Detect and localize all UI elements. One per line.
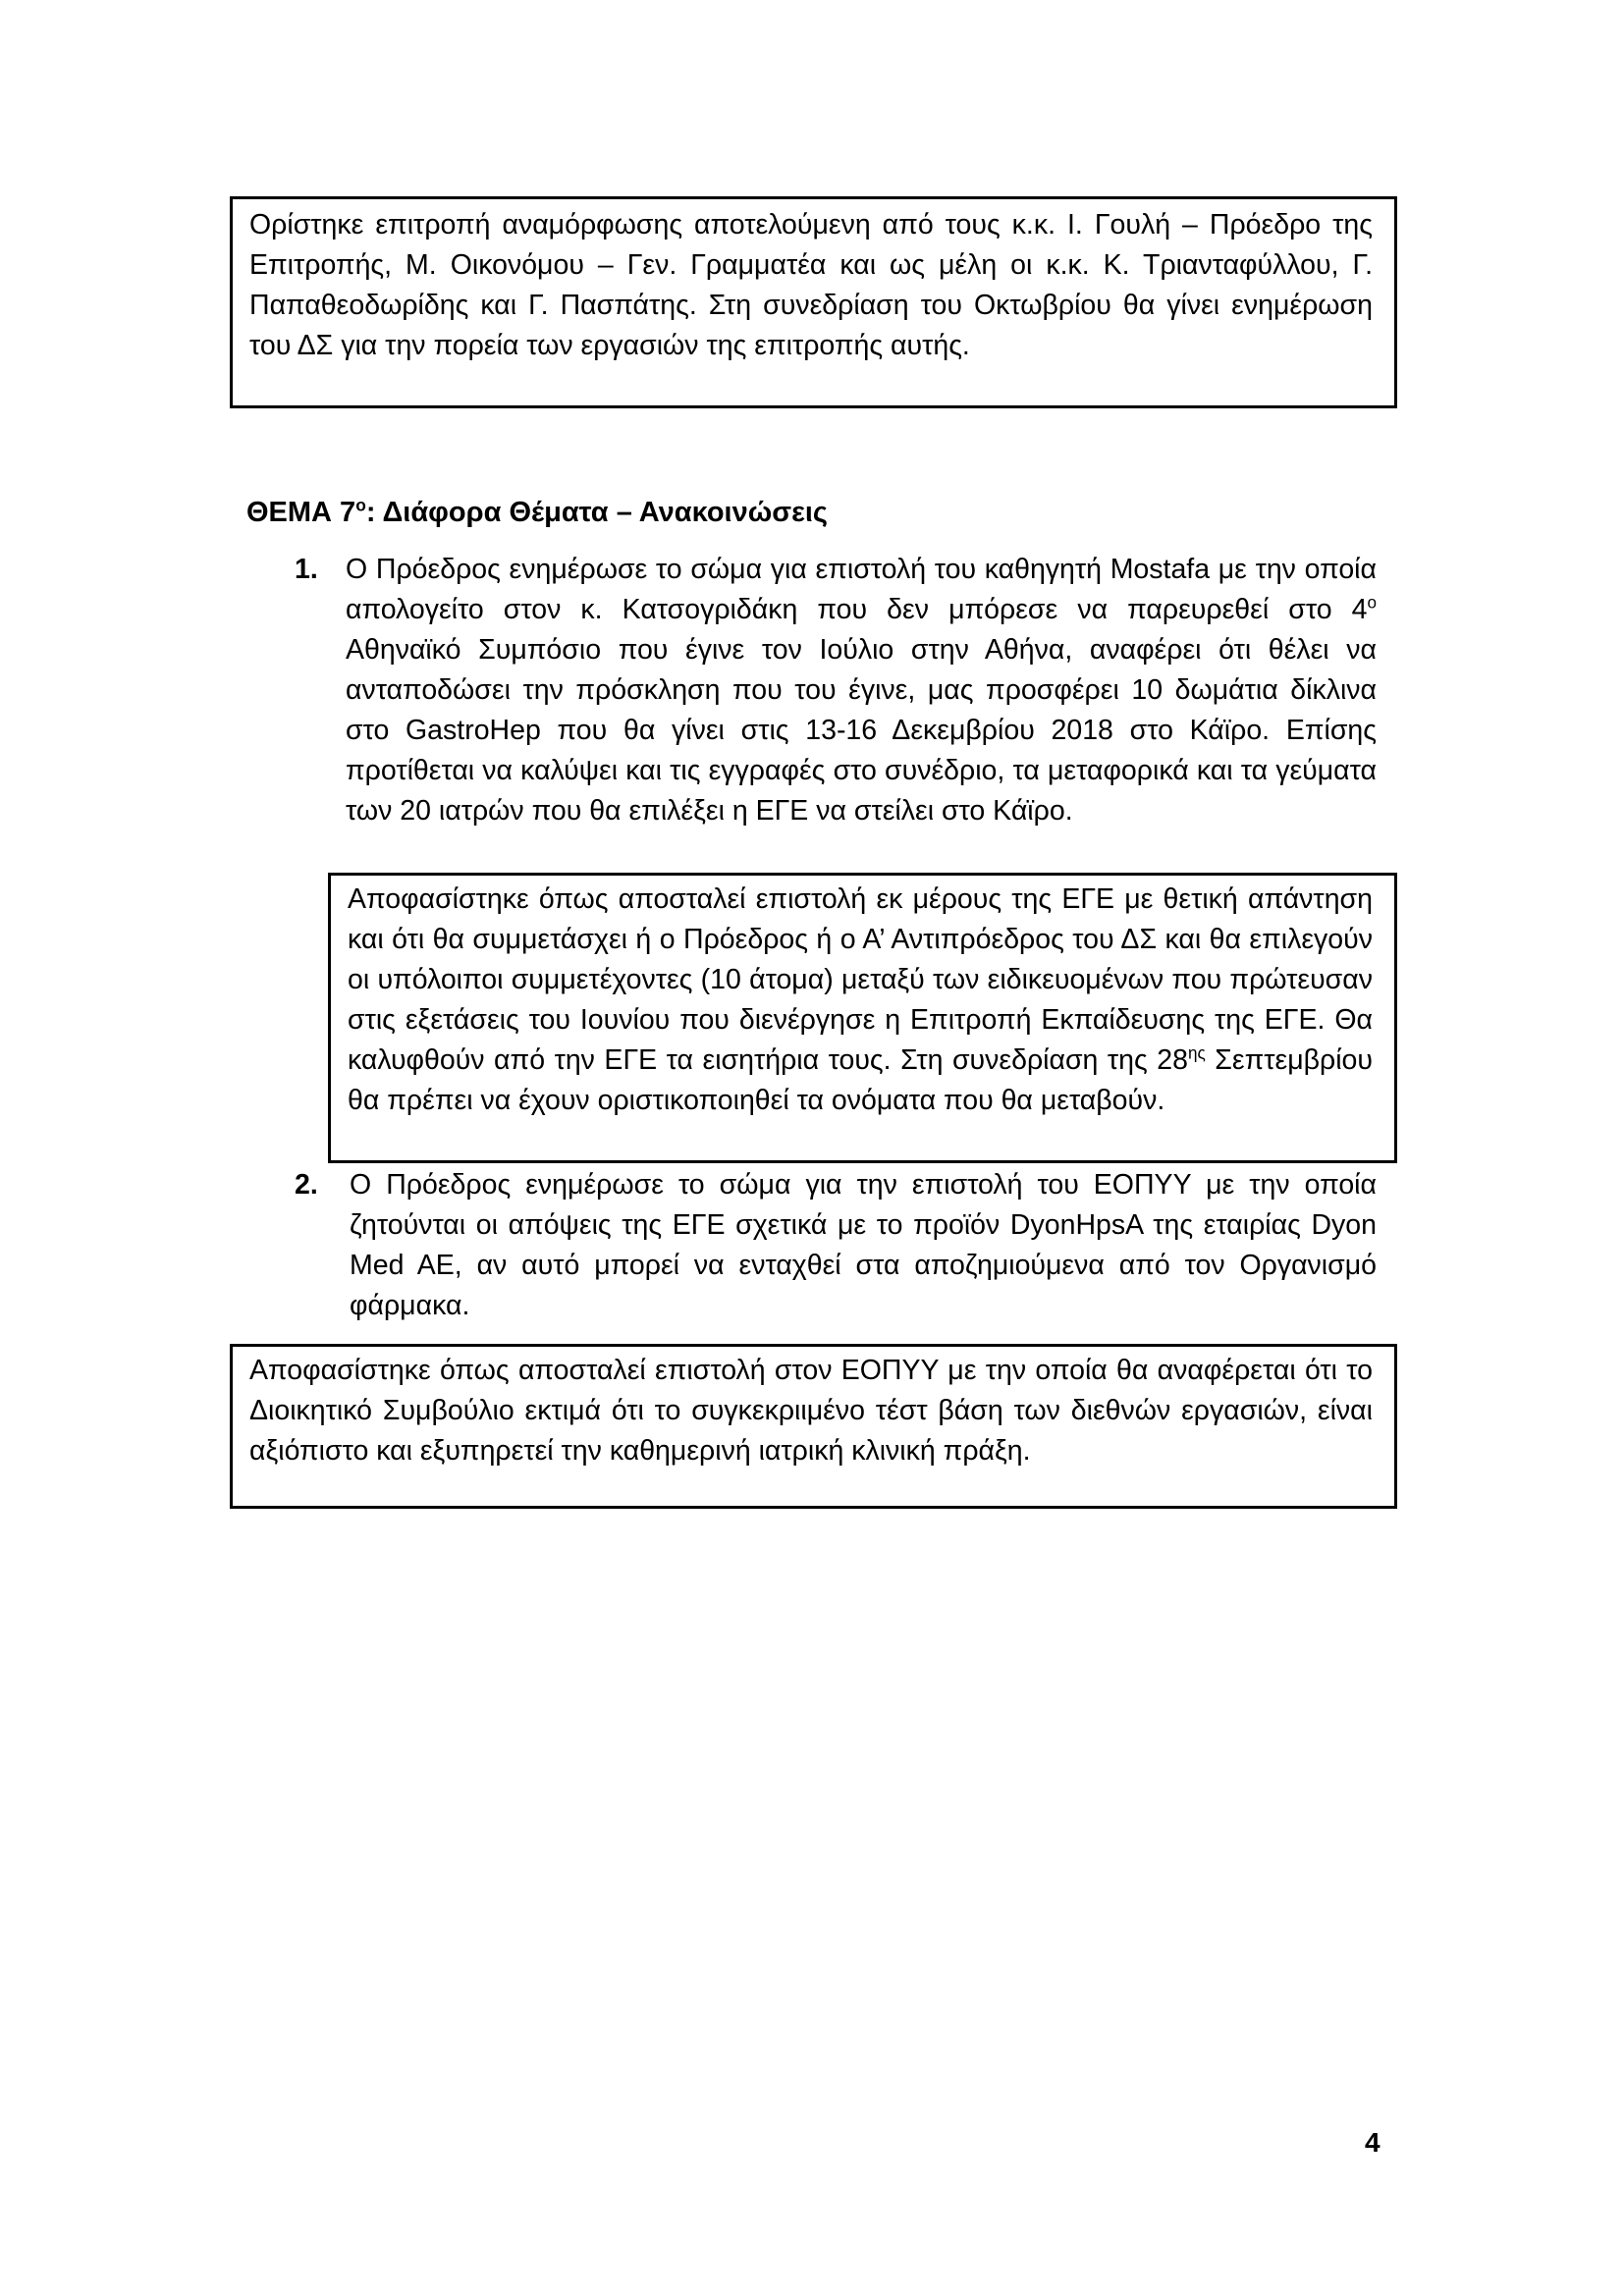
eopyy-decision-box	[230, 1344, 1397, 1509]
page-number: 4	[1365, 2127, 1380, 2158]
item-text-part: Ο Πρόεδρος ενημέρωσε το σώμα για επιστολή του καθηγητή Mostafa με την οποία απολογείτο στον κ. Κατσογριδάκη που δεν μπόρεσε να παρευρεθεί στο 4	[346, 554, 1377, 625]
item-text-part: Αθηναϊκό Συμπόσιο που έγινε τον Ιούλιο στην Αθήνα, αναφέρει ότι θέλει να ανταποδώσει την πρόσκληση που του έγινε, μας προσφέρει 10 δωμάτια δίκλινα στο GastroHep που θα γίνει στις 13-16 Δεκεμβρίου 2018 στο Κάϊρο. Επίσης προτίθεται να καλύψει και τις εγγραφές στο συνέδριο, τα μεταφορικά και τα γεύματα των 20 ιατρών που θα επιλέξει η ΕΓΕ να στείλει στο Κάϊρο.	[346, 634, 1377, 827]
ordinal-superscript: ης	[1187, 1043, 1206, 1063]
ordinal-superscript: ο	[1367, 593, 1377, 613]
list-item-text	[346, 550, 1377, 831]
decision-text-part: Αποφασίστηκε όπως αποσταλεί επιστολή εκ μέρους της ΕΓΕ με θετική απάντηση και ότι θα συμμετάσχει ή ο Πρόεδρος ή ο Α’ Αντιπρόεδρος του ΔΣ και θα επιλεγούν οι υπόλοιποι συμμετέχοντες (10 άτομα) μεταξύ των ειδικευομένων που πρώτευσαν στις εξετάσεις του Ιουνίου που διενέργησε η Επιτροπή Εκπαίδευσης της ΕΓΕ. Θα καλυφθούν από την ΕΓΕ τα εισητήρια τους. Στη συνεδρίαση της 28	[348, 883, 1373, 1076]
heading-title: : Διάφορα Θέματα – Ανακοινώσεις	[365, 497, 828, 528]
eopyy-decision-text: Αποφασίστηκε όπως αποσταλεί επιστολή στον ΕΟΠΥΥ με την οποία θα αναφέρεται ότι το Διοικητικό Συμβούλιο εκτιμά ότι το συγκεκριιμένο τέστ βάση των διεθνών εργασιών, είναι αξιόπιστο και εξυπηρετεί την καθημερινή ιατρική κλινική πράξη.	[249, 1355, 1373, 1467]
heading-superscript: ο	[355, 495, 366, 515]
item-1-decision-text	[348, 880, 1373, 1121]
committee-decision-text: Ορίστηκε επιτροπή αναμόρφωσης αποτελούμενη από τους κ.κ. Ι. Γουλή – Πρόεδρο της Επιτροπής, Μ. Οικονόμου – Γεν. Γραμματέα και ως μέλη οι κ.κ. Κ. Τριανταφύλλου, Γ. Παπαθεοδωρίδης και Γ. Πασπάτης. Στη συνεδρίαση του Οκτωβρίου θα γίνει ενημέρωση του ΔΣ για την πορεία των εργασιών της επιτροπής αυτής.	[249, 209, 1373, 361]
section-heading	[246, 493, 828, 532]
committee-decision-box	[230, 196, 1397, 408]
heading-prefix: ΘΕΜΑ 7	[246, 497, 356, 528]
item-1-decision-box	[328, 873, 1397, 1163]
list-item-number: 1.	[295, 554, 318, 585]
list-item-text: Ο Πρόεδρος ενημέρωσε το σώμα για την επιστολή του ΕΟΠΥΥ με την οποία ζητούνται οι απόψεις της ΕΓΕ σχετικά με το προϊόν DyonHpsA της εταιρίας Dyon Med AE, αν αυτό μπορεί να ενταχθεί στα αποζημιούμενα από τον Οργανισμό φάρμακα.	[350, 1169, 1377, 1321]
decision-text-part: Σεπτεμβρίου θα πρέπει να έχουν οριστικοποιηθεί τα ονόματα που θα μεταβούν.	[348, 1044, 1373, 1116]
list-item-number: 2.	[295, 1169, 318, 1201]
